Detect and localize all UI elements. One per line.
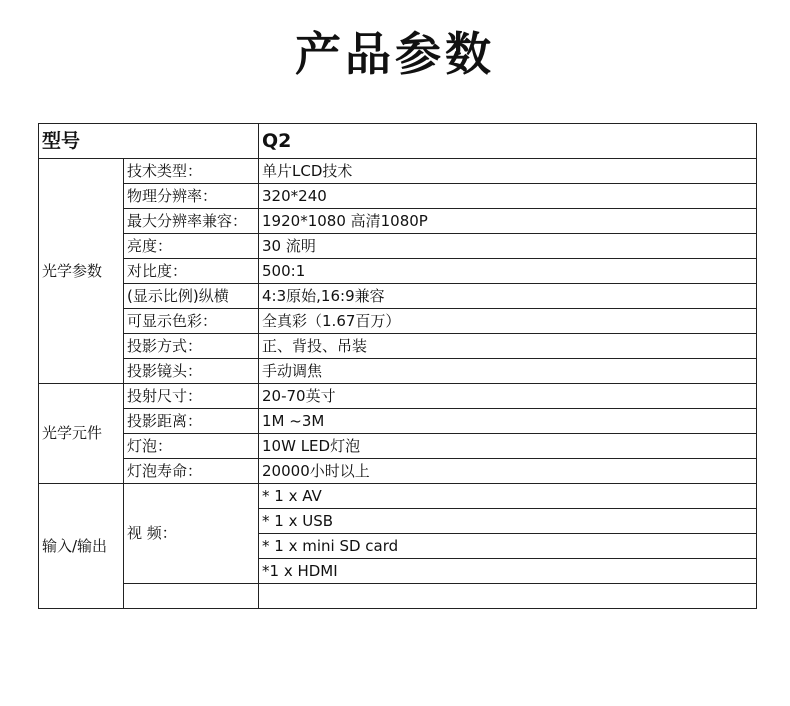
spec-label: 投影方式： bbox=[124, 334, 259, 359]
spec-label: 对比度： bbox=[124, 259, 259, 284]
empty-cell bbox=[124, 584, 259, 609]
spec-value: 320*240 bbox=[259, 184, 757, 209]
spec-label: 亮度： bbox=[124, 234, 259, 259]
table-row bbox=[39, 309, 757, 334]
spec-value: 1920*1080 高清1080P bbox=[259, 209, 757, 234]
group-optical-components: 光学元件 bbox=[39, 384, 124, 484]
table-row bbox=[39, 359, 757, 384]
spec-value: 20-70英寸 bbox=[259, 384, 757, 409]
table-row bbox=[39, 384, 757, 409]
table-row bbox=[39, 434, 757, 459]
group-optical-params: 光学参数 bbox=[39, 159, 124, 384]
spec-value: 500:1 bbox=[259, 259, 757, 284]
table-row bbox=[39, 409, 757, 434]
spec-value: 单片LCD技术 bbox=[259, 159, 757, 184]
spec-value: 30 流明 bbox=[259, 234, 757, 259]
group-io: 输入/输出 bbox=[39, 484, 124, 609]
table-row bbox=[39, 184, 757, 209]
spec-value: 手动调焦 bbox=[259, 359, 757, 384]
spec-value: 4:3原始,16:9兼容 bbox=[259, 284, 757, 309]
page-title: 产品参数 bbox=[295, 27, 495, 81]
spec-value: 10W LED灯泡 bbox=[259, 434, 757, 459]
table-row bbox=[39, 334, 757, 359]
table-row bbox=[39, 259, 757, 284]
empty-cell bbox=[259, 584, 757, 609]
spec-value: 全真彩（1.67百万） bbox=[259, 309, 757, 334]
model-label: 型号 bbox=[39, 124, 259, 159]
spec-value: * 1 x AV bbox=[259, 484, 757, 509]
spec-label: 物理分辨率： bbox=[124, 184, 259, 209]
video-label: 视 频： bbox=[124, 484, 259, 584]
spec-label: 灯泡寿命： bbox=[124, 459, 259, 484]
spec-value: 正、背投、吊装 bbox=[259, 334, 757, 359]
spec-label: 可显示色彩： bbox=[124, 309, 259, 334]
spec-value: * 1 x USB bbox=[259, 509, 757, 534]
table-row bbox=[39, 484, 757, 509]
spec-label: 灯泡： bbox=[124, 434, 259, 459]
model-row bbox=[39, 124, 757, 159]
model-value: Q2 bbox=[259, 124, 757, 159]
spec-label: 投影距离： bbox=[124, 409, 259, 434]
spec-label: 投影镜头： bbox=[124, 359, 259, 384]
table-row bbox=[39, 284, 757, 309]
table-row bbox=[39, 234, 757, 259]
table-row bbox=[39, 209, 757, 234]
table-row bbox=[39, 159, 757, 184]
spec-label: 技术类型： bbox=[124, 159, 259, 184]
spec-label: (显示比例)纵横 bbox=[124, 284, 259, 309]
table-row bbox=[39, 459, 757, 484]
spec-value: 1M ~3M bbox=[259, 409, 757, 434]
spec-value: 20000小时以上 bbox=[259, 459, 757, 484]
spec-label: 最大分辨率兼容： bbox=[124, 209, 259, 234]
spec-value: *1 x HDMI bbox=[259, 559, 757, 584]
table-row bbox=[39, 584, 757, 609]
spec-value: * 1 x mini SD card bbox=[259, 534, 757, 559]
spec-label: 投射尺寸： bbox=[124, 384, 259, 409]
spec-table bbox=[38, 123, 757, 609]
